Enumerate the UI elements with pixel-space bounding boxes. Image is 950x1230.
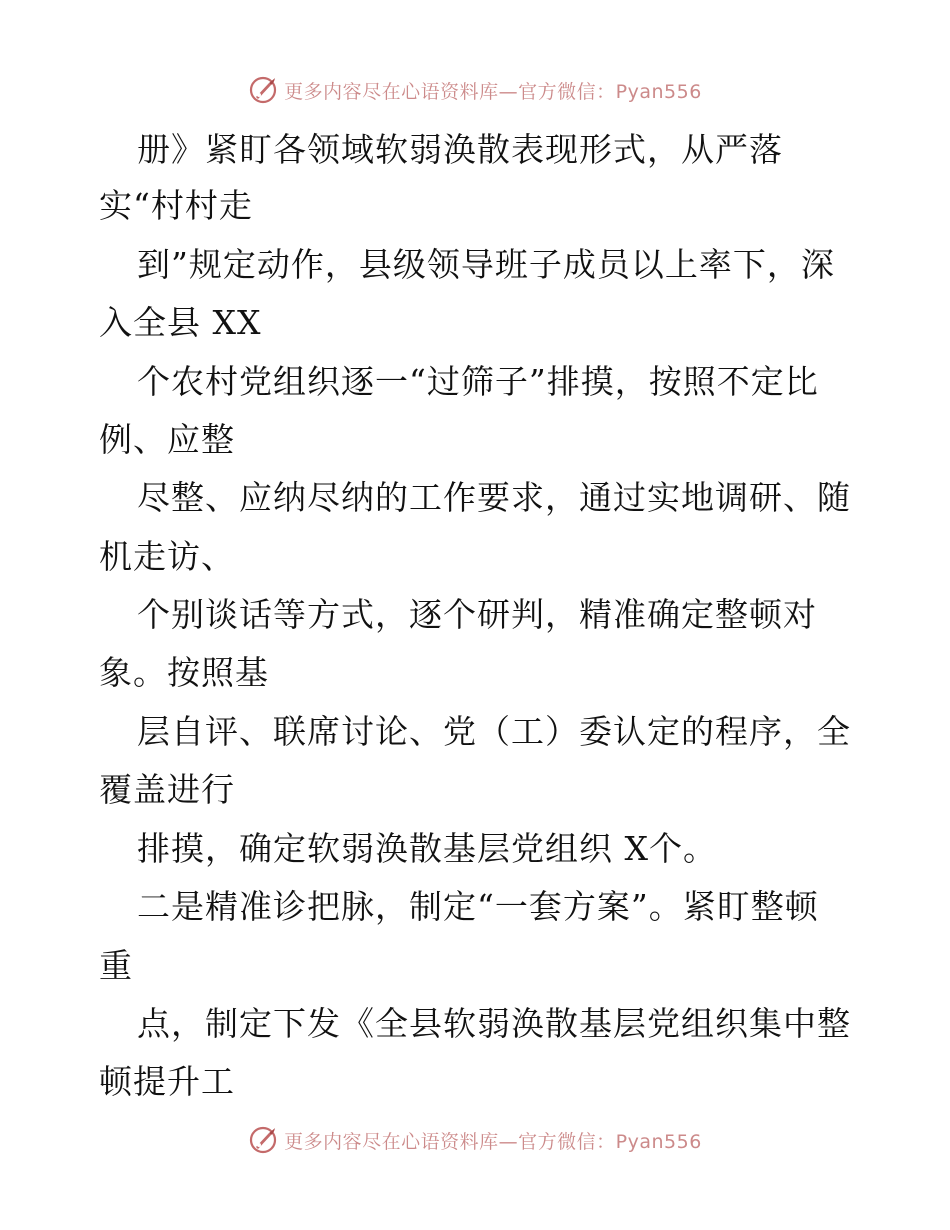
text-line: 例、应整 [99, 420, 235, 459]
text-line: 实“村村走 [99, 186, 253, 225]
text-line: 尽整、应纳尽纳的工作要求，通过实地调研、随 [137, 478, 851, 517]
text-line: 覆盖进行 [99, 770, 235, 809]
footer-watermark [0, 1120, 950, 1160]
watermark-text: 更多内容尽在心语资料库—官方微信：Pyan556 [284, 1130, 702, 1153]
text-line: 重 [99, 946, 133, 985]
text-line: 层自评、联席讨论、党（工）委认定的程序，全 [137, 712, 851, 751]
text-line: 到”规定动作，县级领导班子成员以上率下，深 [137, 245, 835, 284]
watermark-text: 更多内容尽在心语资料库—官方微信：Pyan556 [284, 80, 702, 103]
text-line: 册》紧盯各领域软弱涣散表现形式，从严落 [137, 130, 783, 169]
text-line: 个别谈话等方式，逐个研判，精准确定整顿对 [137, 595, 817, 634]
text-line: 排摸，确定软弱涣散基层党组织 X个。 [137, 829, 717, 868]
text-line: 机走访、 [99, 537, 235, 576]
text-line: 个农村党组织逐一“过筛子”排摸，按照不定比 [137, 362, 819, 401]
text-line: 点，制定下发《全县软弱涣散基层党组织集中整 [137, 1004, 851, 1043]
text-line: 顿提升工 [99, 1062, 235, 1101]
text-line: 象。按照基 [99, 653, 269, 692]
text-line: 入全县 XX [99, 303, 262, 342]
text-line: 二是精准诊把脉，制定“一套方案”。紧盯整顿 [137, 887, 819, 926]
quill-pen-logo-icon [248, 1125, 278, 1155]
